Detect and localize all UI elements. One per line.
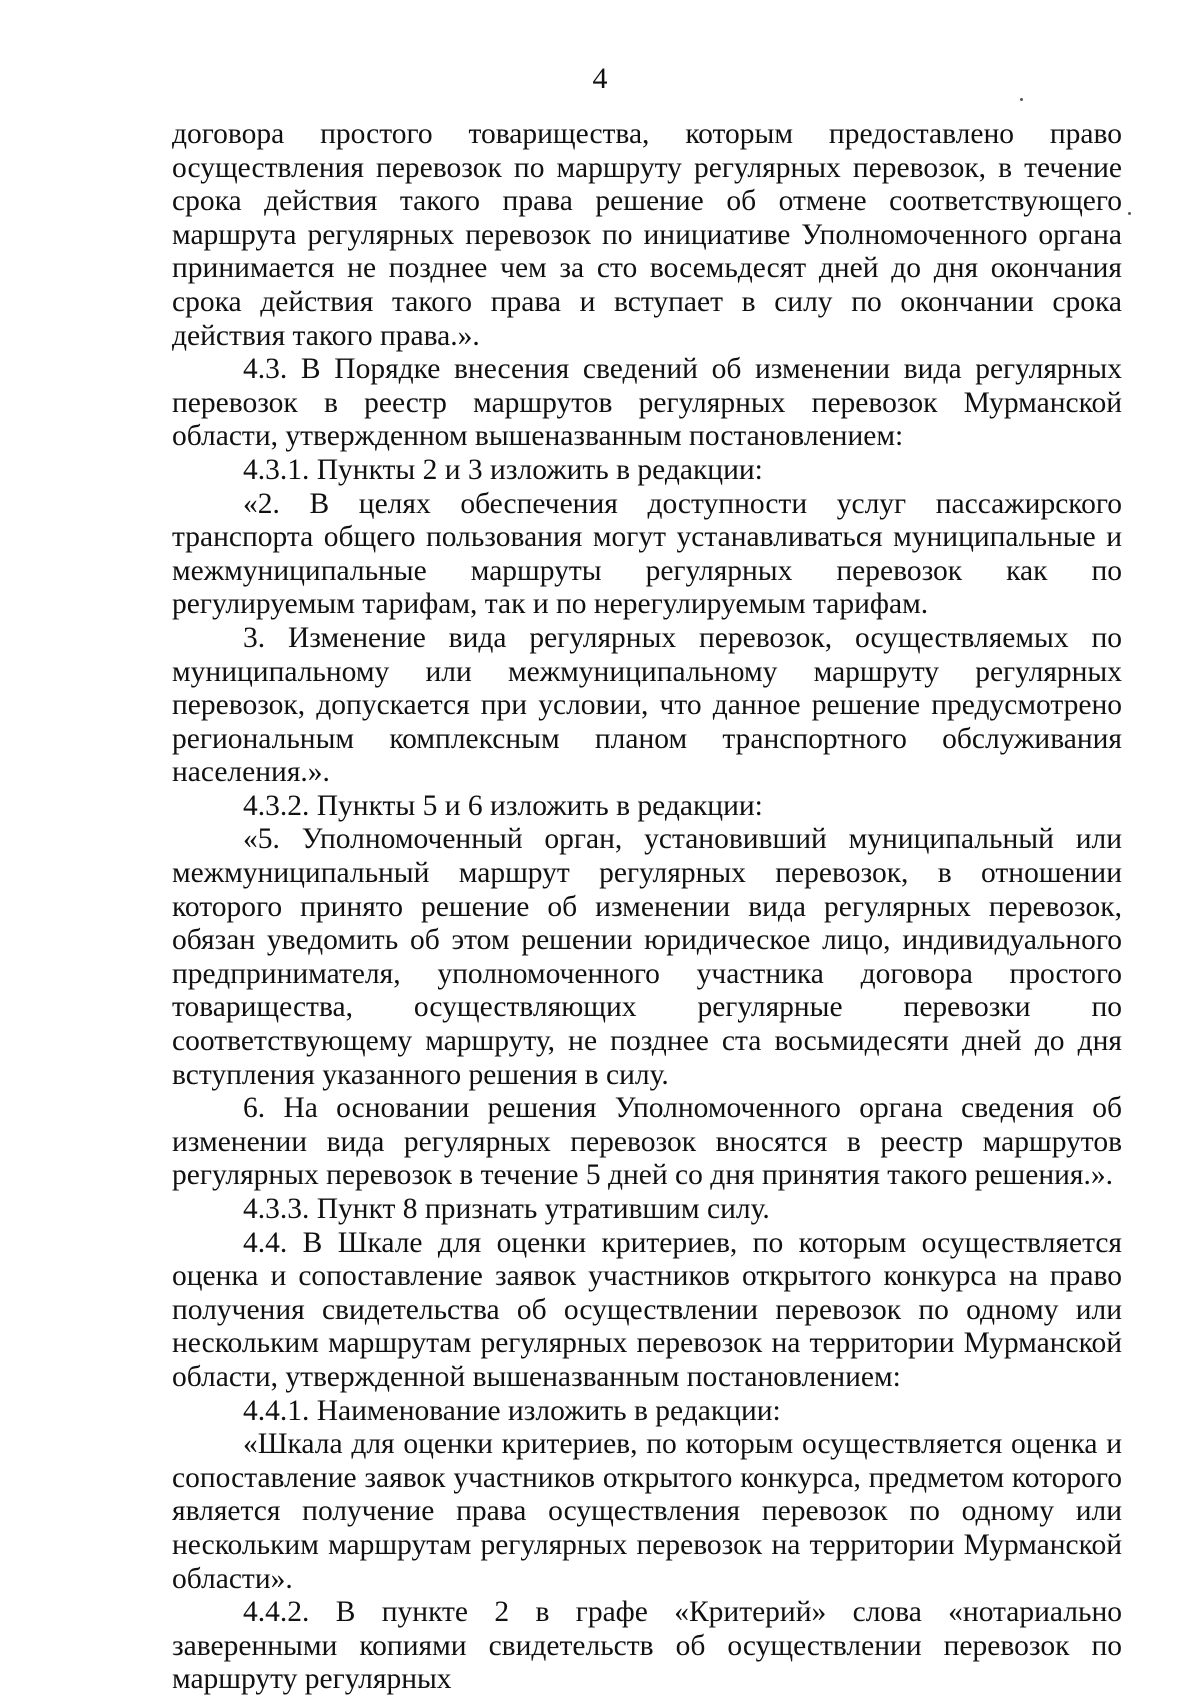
paragraph-4-4-2: 4.4.2. В пункте 2 в графе «Критерий» слова «нотариально заверенными копиями свидетельств об осуществлении перевозок по маршруту регулярных xyxy=(172,1596,1122,1696)
page-number: 4 xyxy=(592,62,608,95)
paragraph-quote-point-5: «5. Уполномоченный орган, установивший муниципальный или межмуниципальный маршрут регулярных перевозок, в отношении которого принято решение об изменении вида регулярных перевозок, обязан уведомить об этом решении юридическое лицо, индивидуального предпринимателя, уполномоченного участника договора простого товарищества, осуществляющих регулярные перевозки по соответствующему маршруту, не позднее ста восьмидесяти дней до дня вступления указанного решения в силу. xyxy=(172,823,1122,1091)
paragraph-quote-scale-title: «Шкала для оценки критериев, по которым осуществляется оценка и сопоставление заявок участников открытого конкурса, предметом которого является получение права осуществления перевозок по одному или нескольким маршрутам регулярных перевозок на территории Мурманской области». xyxy=(172,1428,1122,1595)
scan-speck xyxy=(1128,212,1131,215)
paragraph-4-3: 4.3. В Порядке внесения сведений об изменении вида регулярных перевозок в реестр маршрутов регулярных перевозок Мурманской области, утвержденном вышеназванным постановлением: xyxy=(172,353,1122,453)
paragraph-quote-point-6: 6. На основании решения Уполномоченного органа сведения об изменении вида регулярных перевозок вносятся в реестр маршрутов регулярных перевозок в течение 5 дней со дня принятия такого решения.». xyxy=(172,1092,1122,1192)
paragraph-4-3-3: 4.3.3. Пункт 8 признать утратившим силу. xyxy=(243,1193,770,1225)
paragraph-4-4: 4.4. В Шкале для оценки критериев, по которым осуществляется оценка и сопоставление заявок участников открытого конкурса на право получения свидетельства об осуществлении перевозок по одному или нескольким маршрутам регулярных перевозок на территории Мурманской области, утвержденной вышеназванным постановлением: xyxy=(172,1226,1122,1393)
paragraph-4-3-2: 4.3.2. Пункты 5 и 6 изложить в редакции: xyxy=(243,789,763,822)
paragraph-quote-point-2: «2. В целях обеспечения доступности услуг пассажирского транспорта общего пользования могут устанавливаться муниципальные и межмуниципальные маршруты регулярных перевозок как по регулируемым тарифам, так и по нерегулируемым тарифам. xyxy=(172,487,1122,621)
scan-speck xyxy=(1020,98,1023,101)
paragraph-continuation: договора простого товарищества, которым предоставлено право осуществления перевозок по маршруту регулярных перевозок, в течение срока действия такого права решение об отмене соответствующего маршрута регулярных перевозок по инициативе Уполномоченного органа принимается не позднее чем за сто восемьдесят дней до дня окончания срока действия такого права и вступает в силу по окончании срока действия такого права.». xyxy=(172,118,1122,352)
paragraph-4-4-1: 4.4.1. Наименование изложить в редакции: xyxy=(243,1394,781,1427)
document-body xyxy=(172,118,1122,1697)
paragraph-quote-point-3: 3. Изменение вида регулярных перевозок, осуществляемых по муниципальному или межмуниципальному маршруту регулярных перевозок, допускается при условии, что данное решение предусмотрено региональным комплексным планом транспортного обслуживания населения.». xyxy=(172,621,1122,789)
paragraph-4-3-1: 4.3.1. Пункты 2 и 3 изложить в редакции: xyxy=(243,453,763,486)
